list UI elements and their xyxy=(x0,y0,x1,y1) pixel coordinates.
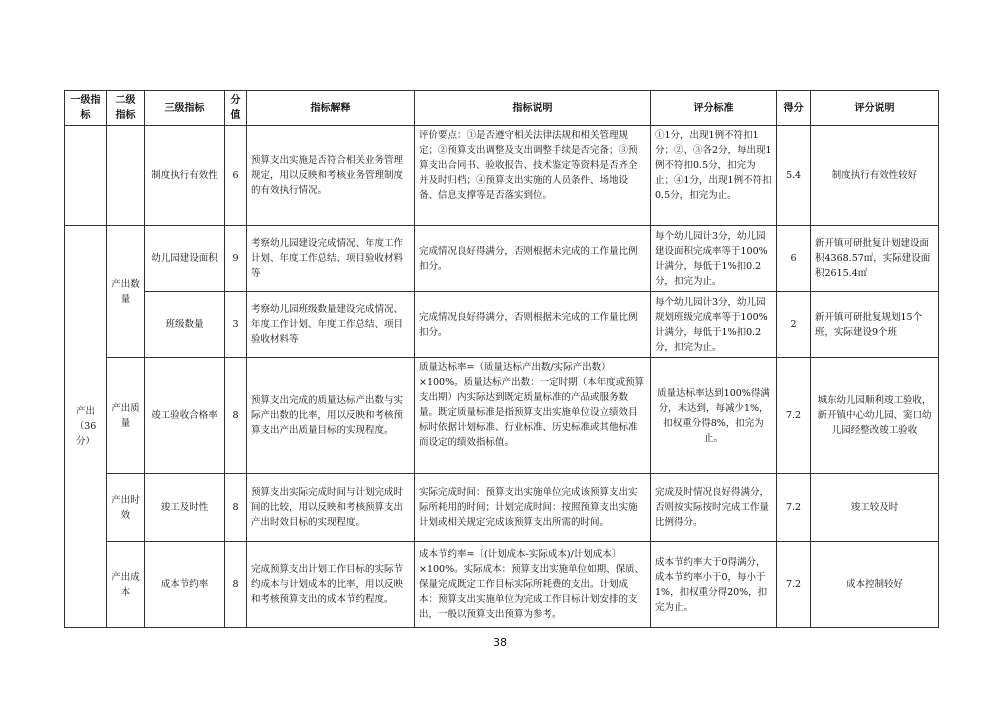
explain-cell: 预算支出实施是否符合相关业务管理规定，用以反映和考核业务管理制度的有效执行情况。 xyxy=(247,126,415,226)
header-got: 得分 xyxy=(777,91,811,126)
explain-cell: 预算支出完成的质量达标产出数与实际产出数的比率，用以反映和考核预算支出产出质量目标的实现程度。 xyxy=(247,358,415,474)
note-cell: 制度执行有效性较好 xyxy=(811,126,939,226)
criteria-cell: 每个幼儿园计3分，幼儿园建设面积完成率等于100%计满分，每低于1%扣0.2分，扣完为止。 xyxy=(651,226,777,292)
note-cell: 竣工较及时 xyxy=(811,474,939,542)
l1-cell-empty xyxy=(65,126,107,226)
desc-cell: 完成情况良好得满分，否则根据未完成的工作量比例扣分。 xyxy=(415,226,651,292)
got-cell: 7.2 xyxy=(777,542,811,628)
header-l2: 二级指标 xyxy=(107,91,145,126)
evaluation-table xyxy=(64,90,939,628)
table-row xyxy=(65,292,939,358)
note-cell: 成本控制较好 xyxy=(811,542,939,628)
l2-cell: 产出时效 xyxy=(107,474,145,542)
criteria-cell: ①1分，出现1例不符扣1分；②、③各2分，每出现1例不符扣0.5分，扣完为止；④1分，出现1例不符扣0.5分，扣完为止。 xyxy=(651,126,777,226)
table-row xyxy=(65,226,939,292)
criteria-cell: 完成及时情况良好得满分，否则按实际按时完成工作量比例得分。 xyxy=(651,474,777,542)
header-l3: 三级指标 xyxy=(145,91,225,126)
explain-cell: 预算支出实际完成时间与计划完成时间的比较，用以反映和考核预算支出产出时效目标的实现程度。 xyxy=(247,474,415,542)
desc-cell: 完成情况良好得满分，否则根据未完成的工作量比例扣分。 xyxy=(415,292,651,358)
table-row xyxy=(65,126,939,226)
l2-cell: 产出质量 xyxy=(107,358,145,474)
desc-cell: 实际完成时间：预算支出实施单位完成该预算支出实际所耗用的时间；计划完成时间：按照预算支出实施计划或相关规定完成该预算支出所需的时间。 xyxy=(415,474,651,542)
header-criteria: 评分标准 xyxy=(651,91,777,126)
l3-cell: 竣工验收合格率 xyxy=(145,358,225,474)
got-cell: 7.2 xyxy=(777,474,811,542)
page-number: 38 xyxy=(493,636,507,649)
l3-cell: 制度执行有效性 xyxy=(145,126,225,226)
criteria-cell: 质量达标率达到100%得满分，未达到，每减少1%，扣权重分得8%，扣完为止。 xyxy=(651,358,777,474)
l3-cell: 成本节约率 xyxy=(145,542,225,628)
score-cell: 8 xyxy=(225,358,247,474)
l2-cell: 产出成本 xyxy=(107,542,145,628)
header-score: 分值 xyxy=(225,91,247,126)
table-row xyxy=(65,542,939,628)
desc-cell: 评价要点：①是否遵守相关法律法规和相关管理规定；②预算支出调整及支出调整手续是否完备；③预算支出合同书、验收报告、技术鉴定等资料是否齐全并及时归档；④预算支出实施的人员条件、场地设备、信息支撑等是否落实到位。 xyxy=(415,126,651,226)
got-cell: 2 xyxy=(777,292,811,358)
criteria-cell: 每个幼儿园计3分，幼儿园规划班级完成率等于100%计满分，每低于1%扣0.2分，扣完为止。 xyxy=(651,292,777,358)
got-cell: 5.4 xyxy=(777,126,811,226)
l2-cell-empty xyxy=(107,126,145,226)
explain-cell: 完成预算支出计划工作目标的实际节约成本与计划成本的比率，用以反映和考核预算支出的成本节约程度。 xyxy=(247,542,415,628)
note-cell: 新开镇可研批复规划15个班，实际建设9个班 xyxy=(811,292,939,358)
note-cell: 城东幼儿园顺利竣工验收，新开镇中心幼儿园、窦口幼儿园经整改竣工验收 xyxy=(811,358,939,474)
got-cell: 7.2 xyxy=(777,358,811,474)
header-desc: 指标说明 xyxy=(415,91,651,126)
l3-cell: 竣工及时性 xyxy=(145,474,225,542)
desc-cell: 质量达标率=（质量达标产出数/实际产出数）×100%。质量达标产出数：一定时期（本年度或预算支出期）内实际达到既定质量标准的产品或服务数量。既定质量标准是指预算支出实施单位设立绩效目标时依据计划标准、行业标准、历史标准或其他标准而设定的绩效指标值。 xyxy=(415,358,651,474)
header-l1: 一级指标 xyxy=(65,91,107,126)
criteria-cell: 成本节约率大于0得满分，成本节约率小于0，每小于1%，扣权重分得20%，扣完为止。 xyxy=(651,542,777,628)
header-note: 评分说明 xyxy=(811,91,939,126)
explain-cell: 考察幼儿园班级数量建设完成情况、年度工作计划、年度工作总结、项目验收材料等 xyxy=(247,292,415,358)
explain-cell: 考察幼儿园建设完成情况、年度工作计划、年度工作总结、项目验收材料等 xyxy=(247,226,415,292)
l3-cell: 幼儿园建设面积 xyxy=(145,226,225,292)
l3-cell: 班级数量 xyxy=(145,292,225,358)
got-cell: 6 xyxy=(777,226,811,292)
score-cell: 3 xyxy=(225,292,247,358)
score-cell: 8 xyxy=(225,474,247,542)
header-explain: 指标解释 xyxy=(247,91,415,126)
l2-cell: 产出数量 xyxy=(107,226,145,358)
header-row xyxy=(65,91,939,126)
desc-cell: 成本节约率=〔(计划成本-实际成本)/计划成本〕×100%。实际成本：预算支出实施单位如期、保质、保量完成既定工作目标实际所耗费的支出。计划成本：预算支出实施单位为完成工作目标计划安排的支出，一般以预算支出预算为参考。 xyxy=(415,542,651,628)
score-cell: 6 xyxy=(225,126,247,226)
note-cell: 新开镇可研批复计划建设面积4368.57㎡，实际建设面积2615.4㎡ xyxy=(811,226,939,292)
score-cell: 9 xyxy=(225,226,247,292)
score-cell: 8 xyxy=(225,542,247,628)
table-row xyxy=(65,358,939,474)
table-row xyxy=(65,474,939,542)
l1-cell: 产出（36分） xyxy=(65,226,107,628)
